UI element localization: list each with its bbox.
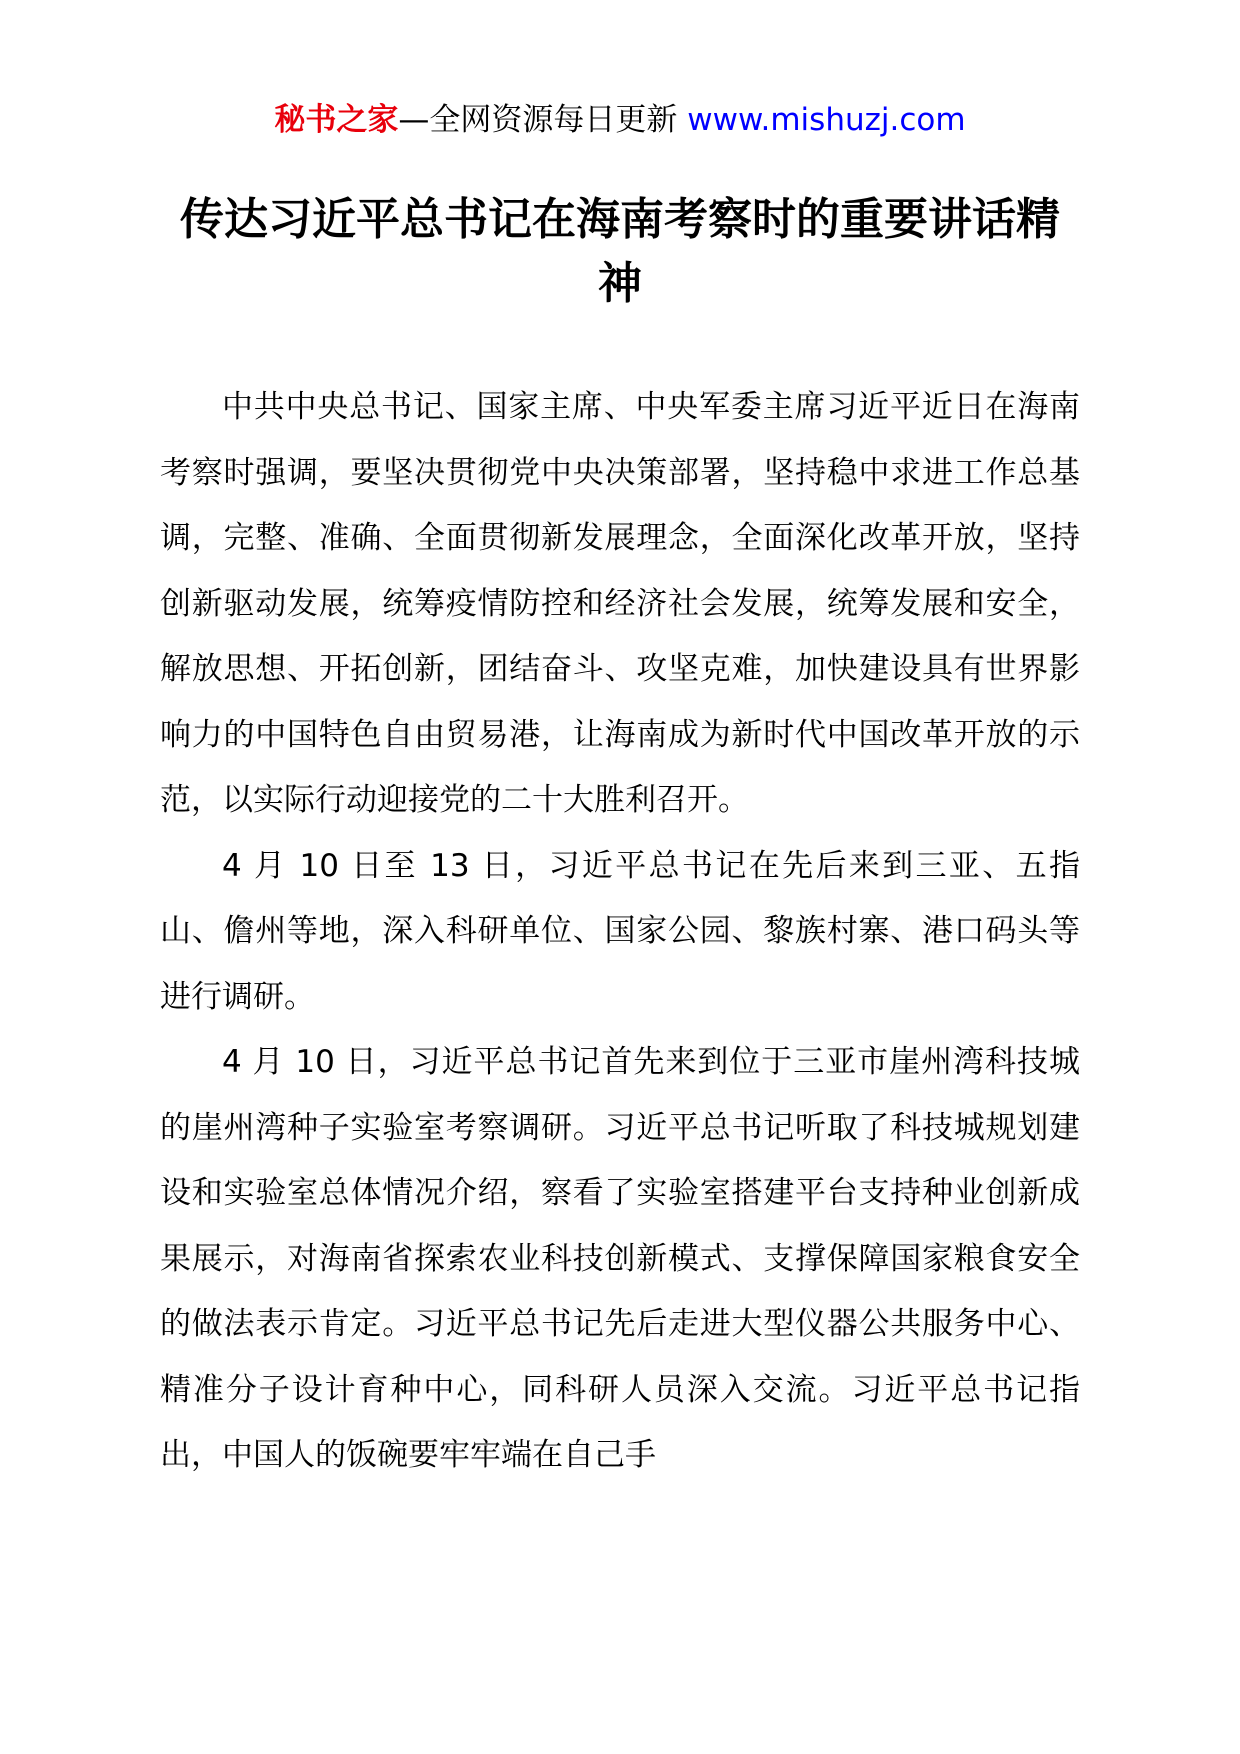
site-brand: 秘书之家: [274, 102, 399, 138]
document-body: [160, 375, 1080, 1489]
site-header: [0, 100, 1240, 140]
paragraph: 4 月 10 日至 13 日，习近平总书记在先后来到三亚、五指山、儋州等地，深入科研单位、国家公园、黎族村寨、港口码头等进行调研。: [160, 847, 1080, 1015]
paragraph: 中共中央总书记、国家主席、中央军委主席习近平近日在海南考察时强调，要坚决贯彻党中央决策部署，坚持稳中求进工作总基调，完整、准确、全面贯彻新发展理念，全面深化改革开放，坚持创新驱动发展，统筹疫情防控和经济社会发展，统筹发展和安全，解放思想、开拓创新，团结奋斗、攻坚克难，加快建设具有世界影响力的中国特色自由贸易港，让海南成为新时代中国改革开放的示范，以实际行动迎接党的二十大胜利召开。: [160, 389, 1080, 818]
paragraph: 4 月 10 日，习近平总书记首先来到位于三亚市崖州湾科技城的崖州湾种子实验室考察调研。习近平总书记听取了科技城规划建设和实验室总体情况介绍，察看了实验室搭建平台支持种业创新成果展示，对海南省探索农业科技创新模式、支撑保障国家粮食安全的做法表示肯定。习近平总书记先后走进大型仪器公共服务中心、精准分子设计育种中心，同科研人员深入交流。习近平总书记指出，中国人的饭碗要牢牢端在自己手: [160, 1044, 1080, 1473]
site-tagline: —全网资源每日更新: [398, 102, 678, 138]
document-title: 传达习近平总书记在海南考察时的重要讲话精神: [180, 194, 1060, 309]
site-url-link[interactable]: www.mishuzj.com: [687, 102, 966, 138]
